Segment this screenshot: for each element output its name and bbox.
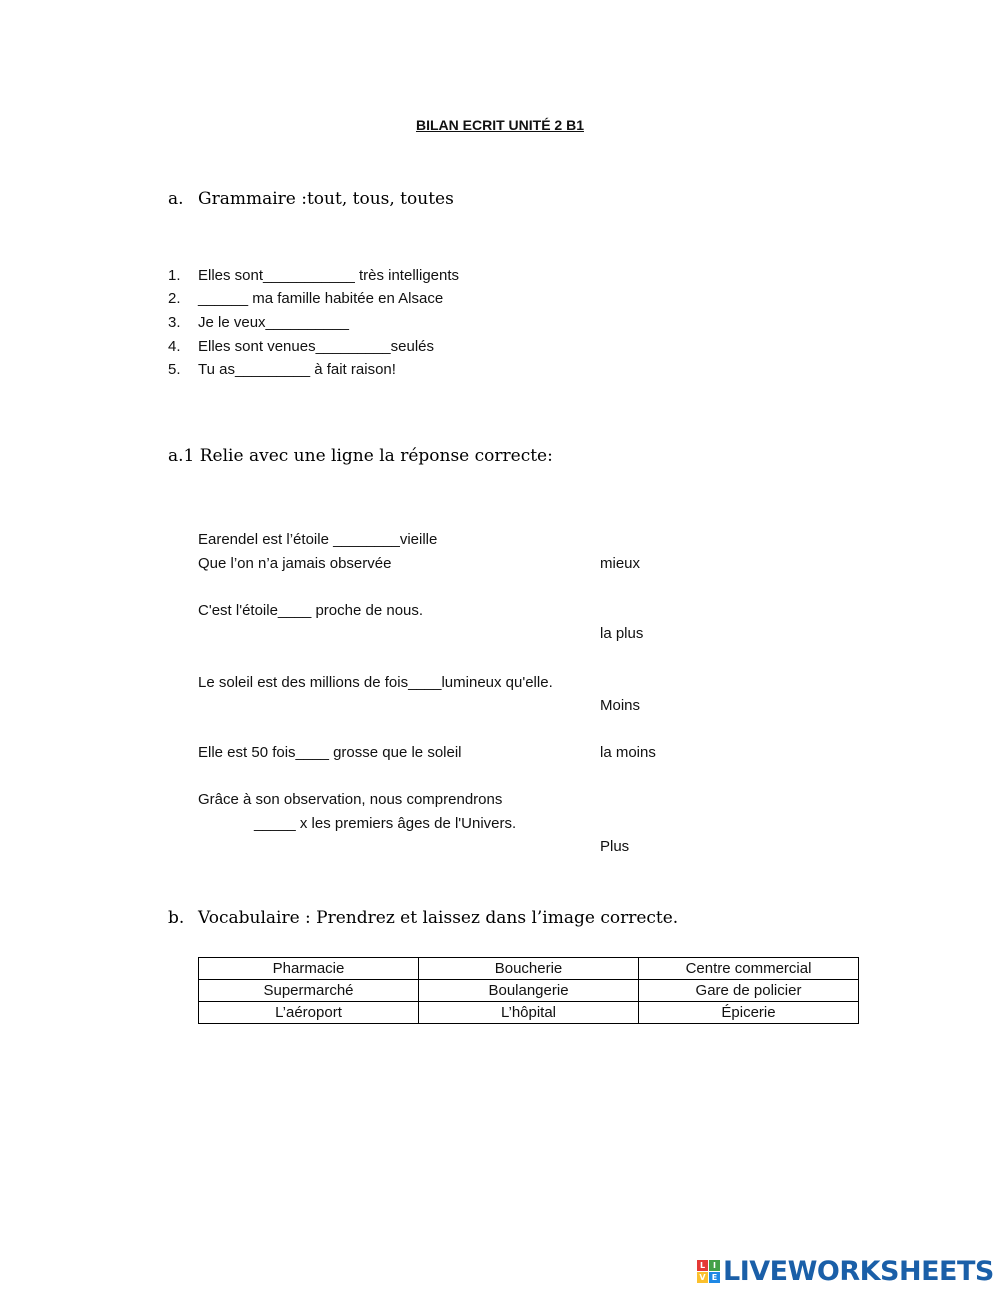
match-answer: la plus <box>600 625 644 642</box>
match-answer: Plus <box>600 838 630 855</box>
match-answer: la moins <box>600 744 656 761</box>
table-cell: Supermarché <box>199 980 419 1002</box>
vocabulary-table <box>198 957 859 1024</box>
grammar-item <box>168 290 443 307</box>
grammar-item <box>168 361 396 378</box>
item-text: Elles sont___________ très intelligents <box>198 267 460 284</box>
grammar-item <box>168 314 349 331</box>
item-text: ______ ma famille habitée en Alsace <box>198 290 444 307</box>
table-row <box>199 1002 859 1024</box>
section-b-heading <box>168 908 678 928</box>
logo-mark-icon <box>697 1260 720 1283</box>
table-row <box>199 958 859 980</box>
logo-letter-i: I <box>709 1260 720 1271</box>
match-sentence: Earendel est l’étoile ________vieille <box>198 531 438 548</box>
item-number: 5. <box>168 361 181 378</box>
section-a-letter: a. <box>168 189 184 209</box>
table-cell: Épicerie <box>639 1002 859 1024</box>
item-text: Je le veux__________ <box>198 314 349 331</box>
table-cell: Boucherie <box>419 958 639 980</box>
item-text: Elles sont venues_________seulés <box>198 338 435 355</box>
item-number: 1. <box>168 267 181 284</box>
match-answer: mieux <box>600 555 641 572</box>
match-sentence: C'est l'étoile____ proche de nous. <box>198 602 424 619</box>
match-sentence: Elle est 50 fois____ grosse que le soleil <box>198 744 462 761</box>
grammar-item <box>168 267 459 284</box>
table-row <box>199 980 859 1002</box>
section-b-title: Vocabulaire : Prendrez et laissez dans l’image correcte. <box>198 908 679 928</box>
section-a-title: Grammaire :tout, tous, toutes <box>198 189 454 209</box>
logo-letter-l: L <box>697 1260 708 1271</box>
section-b-letter: b. <box>168 908 185 928</box>
section-a-heading <box>168 189 454 209</box>
match-answer: Moins <box>600 697 641 714</box>
table-cell: Gare de policier <box>639 980 859 1002</box>
match-sentence: Que l’on n’a jamais observée <box>198 555 392 572</box>
table-cell: Centre commercial <box>639 958 859 980</box>
item-number: 3. <box>168 314 181 331</box>
logo-letter-v: V <box>697 1272 708 1283</box>
match-sentence: Le soleil est des millions de fois____lumineux qu'elle. <box>198 674 553 691</box>
item-number: 4. <box>168 338 181 355</box>
page-title: BILAN ECRIT UNITÉ 2 B1 <box>415 117 584 133</box>
logo-letter-e: E <box>709 1272 720 1283</box>
item-text: Tu as_________ à fait raison! <box>198 361 396 378</box>
table-cell: L’hôpital <box>419 1002 639 1024</box>
match-sentence: _____ x les premiers âges de l'Univers. <box>254 815 517 832</box>
item-number: 2. <box>168 290 181 307</box>
table-cell: L’aéroport <box>199 1002 419 1024</box>
liveworksheets-logo <box>697 1254 994 1288</box>
table-cell: Boulangerie <box>419 980 639 1002</box>
logo-text: LIVEWORKSHEETS <box>723 1255 994 1287</box>
section-a1-heading: a.1 Relie avec une ligne la réponse correcte: <box>168 446 553 466</box>
table-cell: Pharmacie <box>199 958 419 980</box>
match-sentence: Grâce à son observation, nous comprendrons <box>198 791 503 808</box>
grammar-item <box>168 338 434 355</box>
